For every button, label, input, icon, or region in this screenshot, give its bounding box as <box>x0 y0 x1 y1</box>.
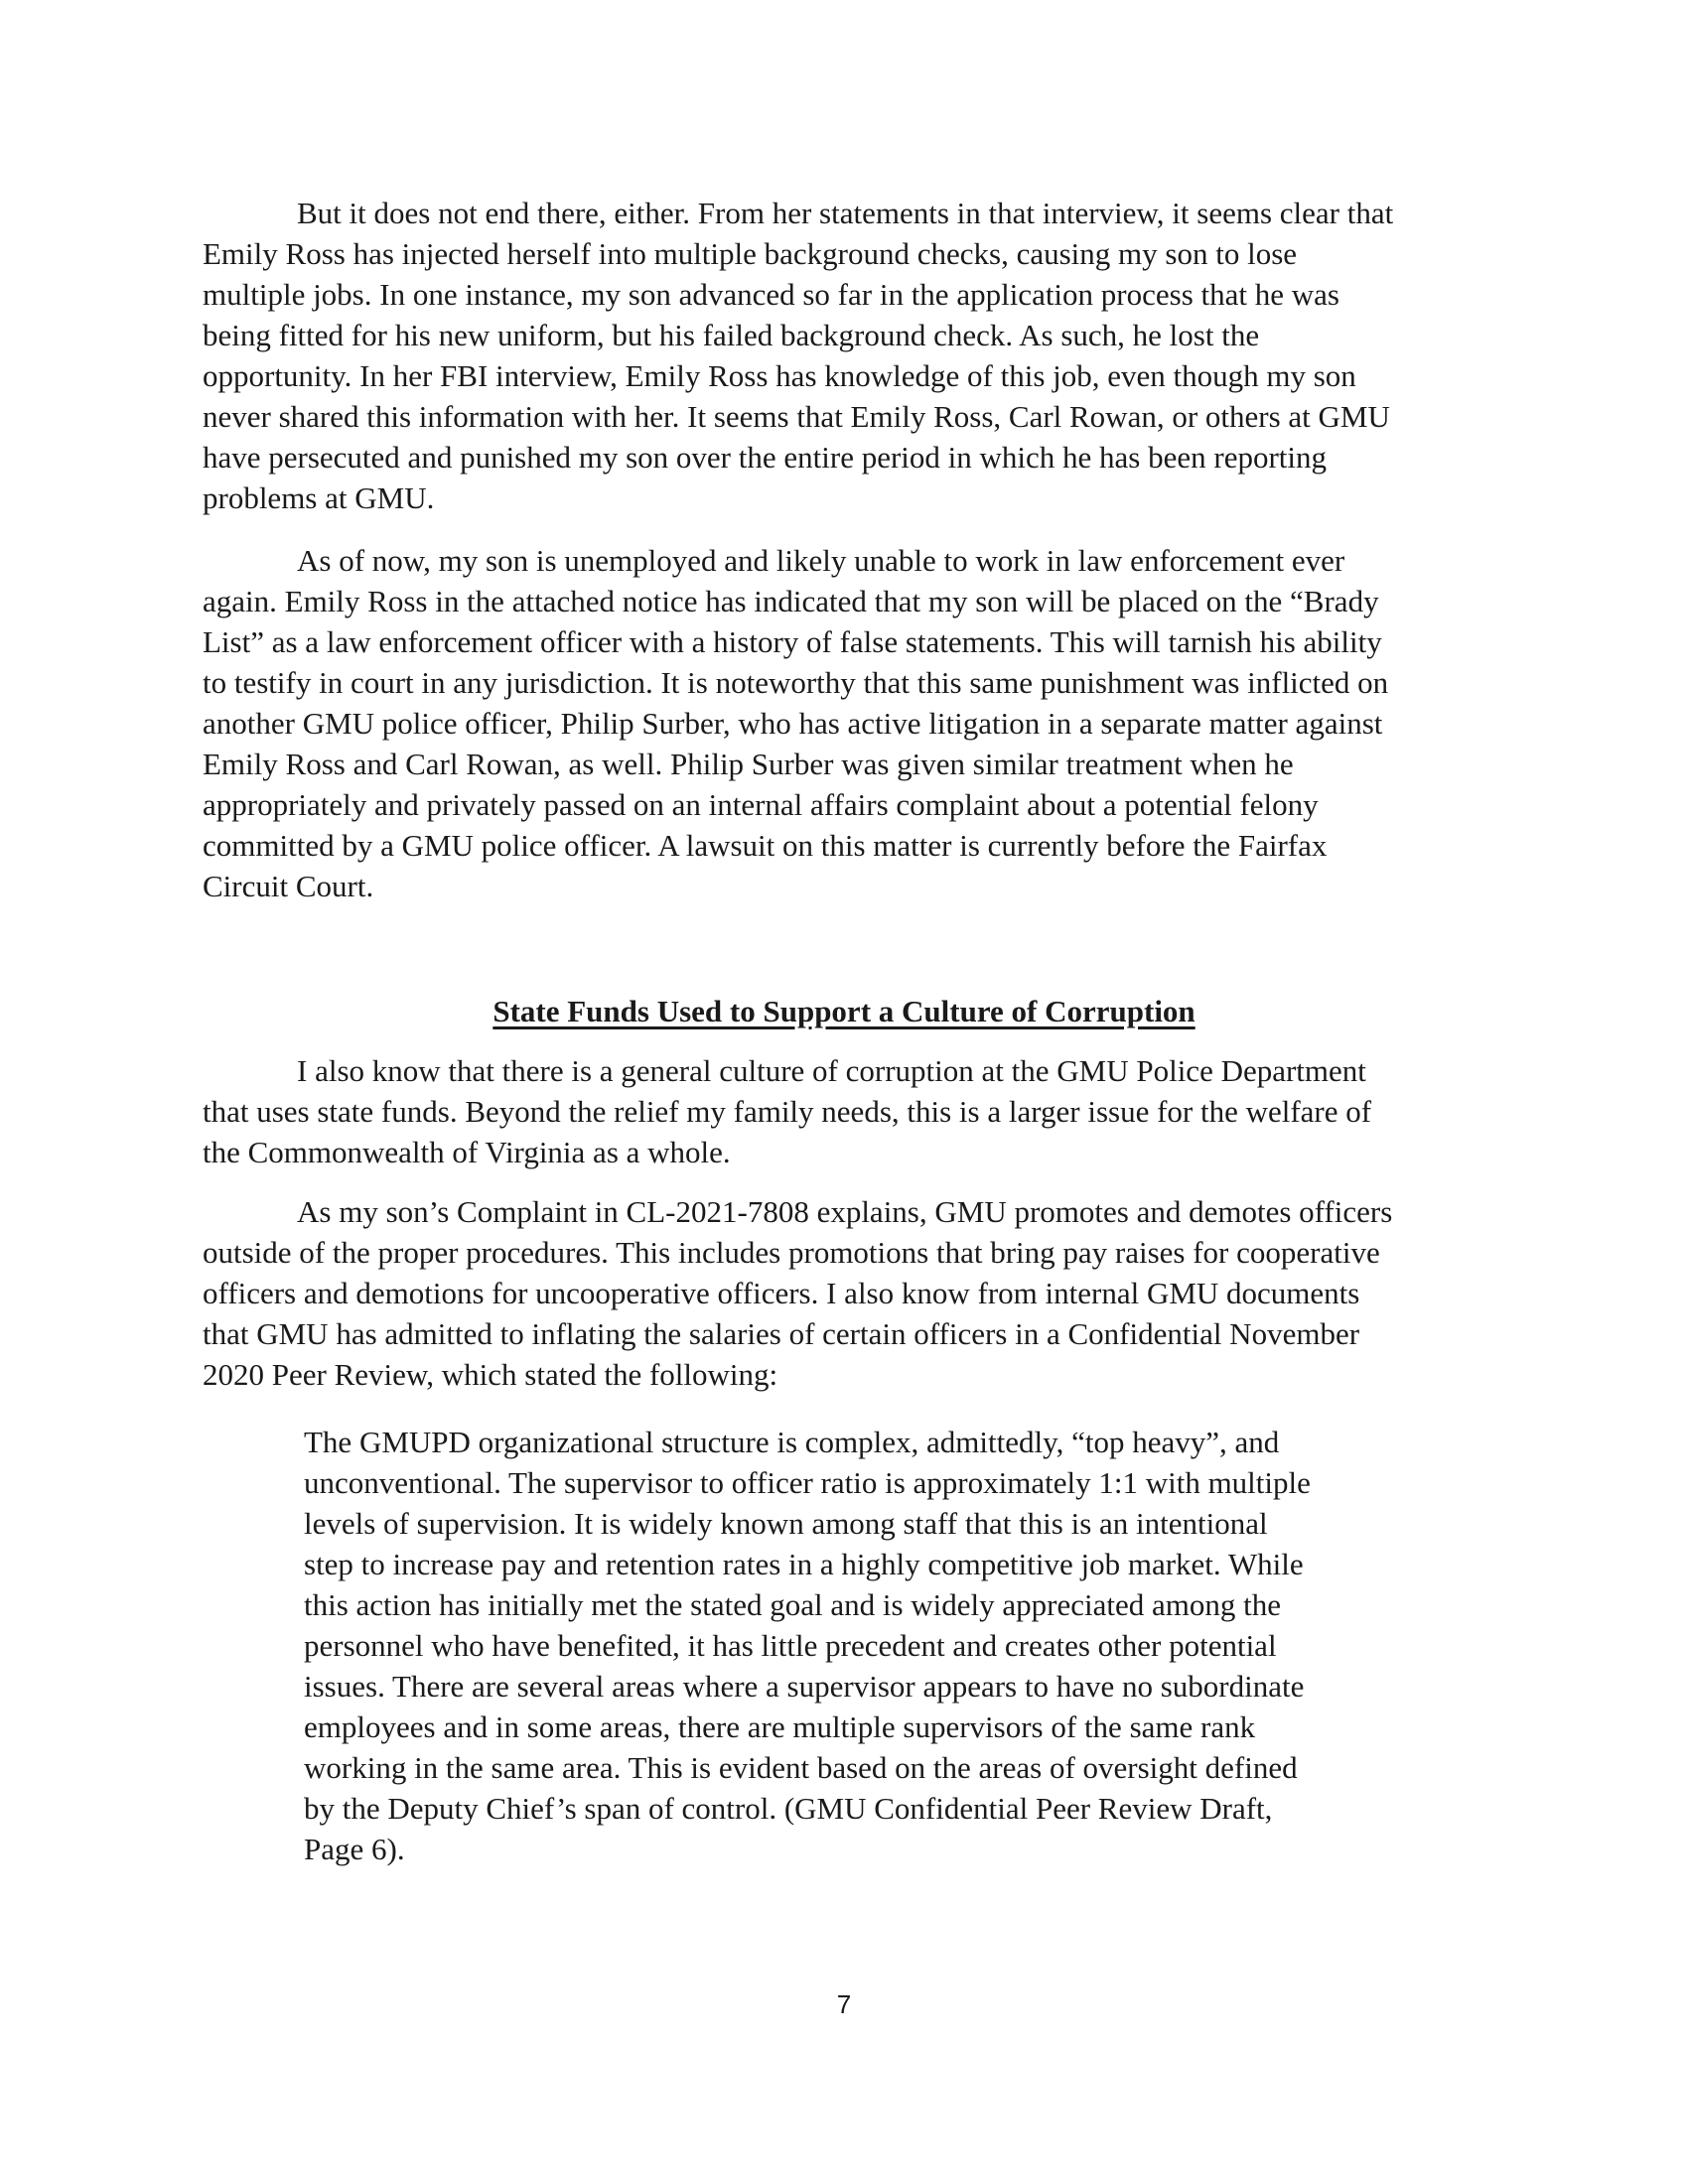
text-line: Circuit Court. <box>203 869 374 903</box>
text-line: issues. There are several areas where a supervisor appears to have no subordinate <box>304 1669 1305 1704</box>
block-quote <box>304 1422 1311 1869</box>
text-line: As my son’s Complaint in CL-2021-7808 explains, GMU promotes and demotes officers <box>297 1194 1393 1229</box>
text-line: being fitted for his new uniform, but his failed background check. As such, he lost the <box>203 318 1260 352</box>
section-heading-text: State Funds Used to Support a Culture of Corruption <box>492 994 1196 1028</box>
text-line: committed by a GMU police officer. A lawsuit on this matter is currently before the Fairfax <box>203 828 1328 863</box>
text-line: 2020 Peer Review, which stated the following: <box>203 1357 778 1392</box>
text-line: working in the same area. This is evident based on the areas of oversight defined <box>304 1750 1298 1785</box>
paragraph-culture-of-corruption <box>203 1050 1371 1172</box>
text-line: that uses state funds. Beyond the relief my family needs, this is a larger issue for the welfare of <box>203 1094 1372 1129</box>
text-line: opportunity. In her FBI interview, Emily Ross has knowledge of this job, even though my son <box>203 358 1356 393</box>
text-line: step to increase pay and retention rates in a highly competitive job market. While <box>304 1547 1304 1581</box>
text-line: Page 6). <box>304 1832 405 1866</box>
text-line: outside of the proper procedures. This includes promotions that bring pay raises for cooperative <box>203 1235 1380 1270</box>
paragraph-complaint <box>203 1191 1392 1395</box>
text-line: appropriately and privately passed on an internal affairs complaint about a potential felony <box>203 787 1319 822</box>
text-line: The GMUPD organizational structure is complex, admittedly, “top heavy”, and <box>304 1425 1280 1459</box>
paragraph-background-checks <box>203 193 1393 518</box>
text-line: List” as a law enforcement officer with a history of false statements. This will tarnish his ability <box>203 624 1382 659</box>
text-line: levels of supervision. It is widely known among staff that this is an intentional <box>304 1506 1268 1541</box>
section-heading <box>0 991 1688 1031</box>
paragraph-brady-list <box>203 540 1388 906</box>
text-line: again. Emily Ross in the attached notice has indicated that my son will be placed on the “Brady <box>203 584 1379 618</box>
text-line: to testify in court in any jurisdiction. It is noteworthy that this same punishment was inflicted on <box>203 665 1389 700</box>
text-line: multiple jobs. In one instance, my son advanced so far in the application process that he was <box>203 277 1339 312</box>
text-line: I also know that there is a general culture of corruption at the GMU Police Department <box>297 1053 1366 1088</box>
text-line: unconventional. The supervisor to officer ratio is approximately 1:1 with multiple <box>304 1465 1311 1500</box>
text-line: have persecuted and punished my son over the entire period in which he has been reporting <box>203 440 1327 475</box>
text-line: employees and in some areas, there are multiple supervisors of the same rank <box>304 1709 1256 1744</box>
text-line: another GMU police officer, Philip Surber, who has active litigation in a separate matter against <box>203 706 1383 741</box>
text-line: Emily Ross and Carl Rowan, as well. Philip Surber was given similar treatment when he <box>203 747 1294 781</box>
text-line: Emily Ross has injected herself into multiple background checks, causing my son to lose <box>203 236 1298 271</box>
text-line: As of now, my son is unemployed and likely unable to work in law enforcement ever <box>297 543 1345 578</box>
text-line: officers and demotions for uncooperative officers. I also know from internal GMU documents <box>203 1276 1360 1310</box>
text-line: this action has initially met the stated goal and is widely appreciated among the <box>304 1587 1281 1622</box>
text-line: never shared this information with her. It seems that Emily Ross, Carl Rowan, or others at GMU <box>203 399 1390 434</box>
text-line: personnel who have benefited, it has little precedent and creates other potential <box>304 1628 1277 1663</box>
text-line: that GMU has admitted to inflating the salaries of certain officers in a Confidential November <box>203 1316 1360 1351</box>
text-line: But it does not end there, either. From her statements in that interview, it seems clear that <box>297 196 1394 230</box>
text-line: problems at GMU. <box>203 480 435 515</box>
text-line: the Commonwealth of Virginia as a whole. <box>203 1135 731 1169</box>
page-number: 7 <box>836 1989 852 2019</box>
text-line: by the Deputy Chief’s span of control. (GMU Confidential Peer Review Draft, <box>304 1791 1273 1826</box>
